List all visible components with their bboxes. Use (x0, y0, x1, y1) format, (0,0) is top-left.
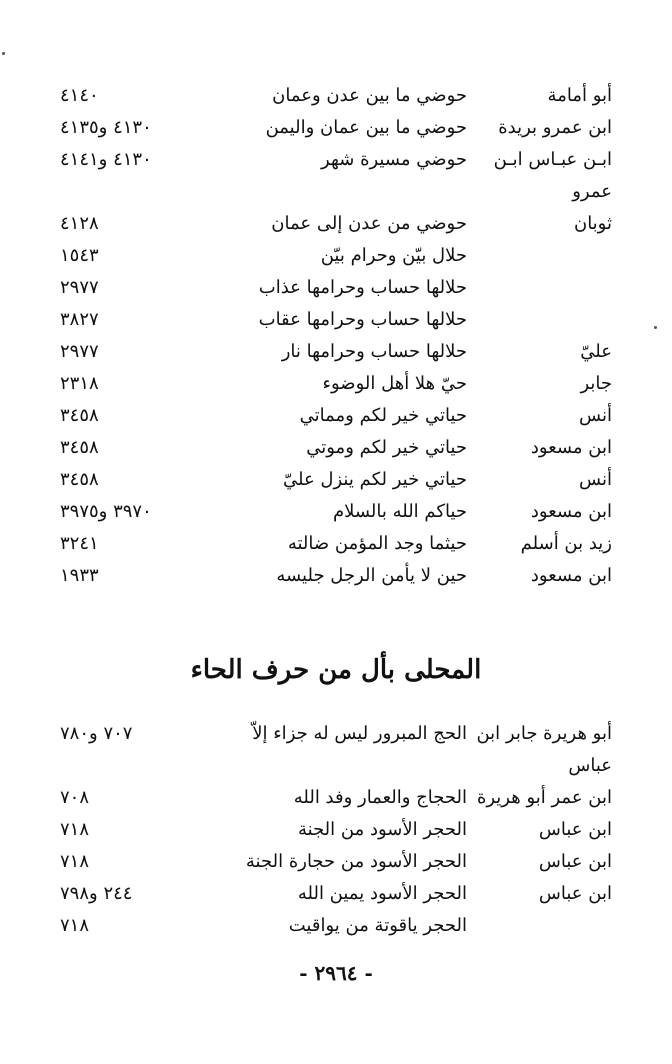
hadith-text: الحجر ياقوتة من يواقيت (288, 915, 467, 936)
hadith-number: ٣٢٤١ (60, 533, 99, 554)
index-row (0, 782, 672, 814)
hadith-number: ٢٣١٨ (60, 373, 99, 394)
hadith-text: الحجاج والعمار وفد الله (293, 787, 467, 808)
hadith-text: حوضي ما بين عدن وعمان (272, 85, 467, 106)
narrator-name: عباس (568, 755, 612, 776)
narrator-name: ابن عمرو بريدة (498, 117, 612, 138)
index-row (0, 368, 672, 400)
page-number: - ٢٩٦٤ - (299, 961, 373, 985)
narrator-name: ابن عمر أبو هريرة (476, 787, 612, 808)
hadith-text: حياتي خير لكم وموتي (306, 437, 467, 458)
narrator-name: أنس (579, 469, 612, 490)
hadith-number: ٧١٨ (60, 851, 90, 872)
index-row (0, 240, 672, 272)
hadith-number: ٧٠٨ (60, 787, 90, 808)
hadith-number: ٣٨٢٧ (60, 309, 99, 330)
hadith-number: ٤١٣٠ و٤١٣٥ (60, 117, 152, 138)
hadith-index-section-1 (0, 80, 672, 592)
index-row (0, 336, 672, 368)
hadith-text: حلالها حساب وحرامها عذاب (258, 277, 467, 298)
index-row (0, 560, 672, 592)
index-row (0, 400, 672, 432)
index-row (0, 304, 672, 336)
narrator-name: ابـن عبـاس ابـن (493, 149, 612, 170)
hadith-text: حلالها حساب وحرامها نار (281, 341, 467, 362)
hadith-text: الحجر الأسود يمين الله (297, 883, 467, 904)
hadith-number: ٤١٤٠ (60, 85, 99, 106)
hadith-text: حلالها حساب وحرامها عقاب (258, 309, 467, 330)
narrator-name: ابن عباس (538, 851, 612, 872)
hadith-number: ٧١٨ (60, 915, 90, 936)
narrator-name: ابن مسعود (530, 501, 612, 522)
narrator-name: أنس (579, 405, 612, 426)
hadith-text: حياتي خير لكم ومماتي (299, 405, 467, 426)
index-row (0, 432, 672, 464)
narrator-name: ابن مسعود (530, 437, 612, 458)
hadith-text: حين لا يأمن الرجل جليسه (276, 565, 467, 586)
hadith-text: الحجر الأسود من الجنة (297, 819, 467, 840)
hadith-number: ٣٤٥٨ (60, 437, 99, 458)
narrator-name: عليّ (580, 341, 612, 362)
hadith-number: ٤١٣٠ و٤١٤١ (60, 149, 152, 170)
section-heading: المحلى بأل من حرف الحاء (190, 655, 482, 685)
hadith-number: ١٥٤٣ (60, 245, 99, 266)
narrator-name: ثوبان (573, 213, 612, 234)
index-row (0, 176, 672, 208)
hadith-number: ٤١٢٨ (60, 213, 99, 234)
narrator-name: أبو أمامة (547, 85, 612, 106)
hadith-number: ٢٩٧٧ (60, 341, 99, 362)
hadith-number: ٧٠٧ و٧٨٠ (60, 723, 133, 744)
index-row (0, 464, 672, 496)
hadith-text: حوضي مسيرة شهر (321, 149, 467, 170)
scan-speck (2, 52, 5, 55)
hadith-number: ٢٩٧٧ (60, 277, 99, 298)
hadith-number: ١٩٣٣ (60, 565, 99, 586)
hadith-text: حيّ هلا أهل الوضوء (322, 373, 467, 394)
hadith-text: حيثما وجد المؤمن ضالته (287, 533, 467, 554)
index-row (0, 208, 672, 240)
index-row (0, 718, 672, 750)
narrator-name: زيد بن أسلم (520, 533, 612, 554)
hadith-text: حوضي من عدن إلى عمان (271, 213, 467, 234)
narrator-name: عمرو (572, 181, 612, 202)
hadith-text: حياتي خير لكم ينزل عليّ (283, 469, 467, 490)
index-row (0, 846, 672, 878)
hadith-number: ٣٩٧٠ و٣٩٧٥ (60, 501, 152, 522)
index-row (0, 528, 672, 560)
hadith-text: الحجر الأسود من حجارة الجنة (245, 851, 467, 872)
hadith-text: حلال بيّن وحرام بيّن (320, 245, 467, 266)
narrator-name: ابن عباس (538, 819, 612, 840)
narrator-name: جابر (580, 373, 612, 394)
index-row (0, 144, 672, 176)
index-row (0, 272, 672, 304)
index-row (0, 496, 672, 528)
hadith-number: ٧١٨ (60, 819, 90, 840)
index-row (0, 80, 672, 112)
narrator-name: ابن عباس (538, 883, 612, 904)
index-row (0, 112, 672, 144)
index-row (0, 910, 672, 942)
hadith-number: ٢٤٤ و٧٩٨ (60, 883, 133, 904)
index-row (0, 814, 672, 846)
hadith-text: حوضي ما بين عمان واليمن (265, 117, 467, 138)
hadith-text: الحج المبرور ليس له جزاء إلاّ (252, 723, 467, 744)
index-row (0, 878, 672, 910)
hadith-number: ٣٤٥٨ (60, 469, 99, 490)
index-row (0, 750, 672, 782)
hadith-text: حياكم الله بالسلام (332, 501, 467, 522)
narrator-name: أبو هريرة جابر ابن (476, 723, 612, 744)
hadith-number: ٣٤٥٨ (60, 405, 99, 426)
hadith-index-section-2 (0, 718, 672, 942)
narrator-name: ابن مسعود (530, 565, 612, 586)
